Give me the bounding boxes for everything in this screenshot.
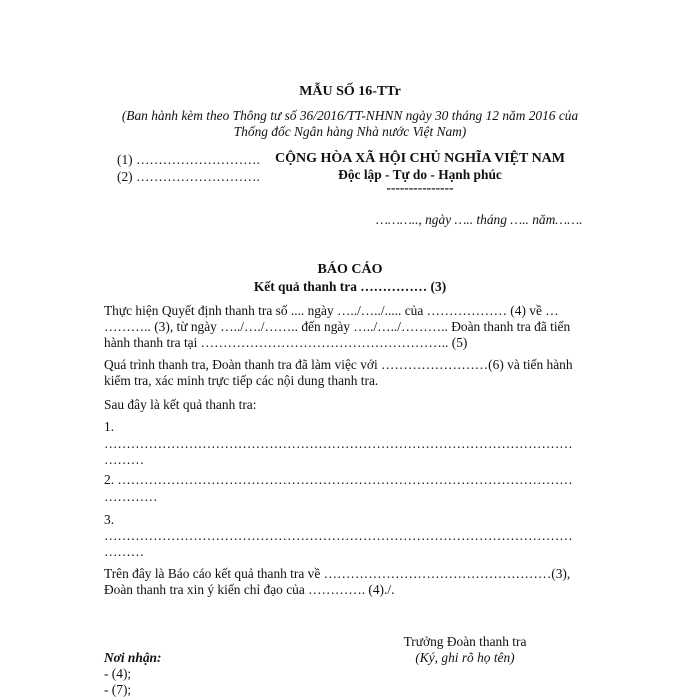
paragraph-1-line-1: Thực hiện Quyết định thanh tra số .... ngày …../…../..... của ……………… (4) về … bbox=[104, 303, 559, 318]
result-item-2-dots-cont: ………… bbox=[104, 489, 158, 504]
results-intro: Sau đây là kết quả thanh tra: bbox=[104, 397, 257, 412]
result-item-3-dots-cont: ……… bbox=[104, 544, 145, 559]
paragraph-2-line-2: kiểm tra, xác minh trực tiếp các nội dung thanh tra. bbox=[104, 373, 379, 388]
result-item-1-dots-cont: ……… bbox=[104, 452, 145, 467]
paragraph-2-line-1: Quá trình thanh tra, Đoàn thanh tra đã làm việc với ……………………(6) và tiến hành bbox=[104, 357, 573, 372]
report-title: BÁO CÁO bbox=[317, 262, 383, 277]
org-line-2: (2) ………………………. bbox=[117, 169, 260, 184]
closing-line-2: Đoàn thanh tra xin ý kiến chỉ đạo của …………. (4)./. bbox=[104, 582, 395, 597]
result-item-1-dots: …………………………………………………………………………………………… bbox=[104, 436, 573, 451]
paragraph-1-line-2: ……….. (3), từ ngày …../…./…….. đến ngày …../…../……….. Đoàn thanh tra đã tiến bbox=[104, 319, 571, 334]
form-title: MẪU SỐ 16-TTr bbox=[299, 84, 401, 99]
report-subtitle: Kết quả thanh tra …………… (3) bbox=[253, 279, 447, 294]
signer-note: (Ký, ghi rõ họ tên) bbox=[415, 650, 515, 665]
paragraph-1-line-3: hành thanh tra tại ……………………………………………….. (5) bbox=[104, 335, 468, 350]
place-date-line: ……….., ngày ….. tháng ….. năm……. bbox=[376, 212, 583, 227]
issued-note-line1: (Ban hành kèm theo Thông tư số 36/2016/TT-NHNN ngày 30 tháng 12 năm 2016 của bbox=[121, 108, 579, 123]
recipient-item: - (4); bbox=[104, 666, 132, 681]
result-item-1-number: 1. bbox=[104, 419, 115, 434]
closing-line-1: Trên đây là Báo cáo kết quả thanh tra về ……………………………………………(3), bbox=[104, 566, 571, 581]
national-motto: Độc lập - Tự do - Hạnh phúc bbox=[338, 167, 502, 182]
result-item-3-number: 3. bbox=[104, 512, 115, 527]
recipient-item: - (7); bbox=[104, 682, 132, 697]
country-name: CỘNG HÒA XÃ HỘI CHỦ NGHĨA VIỆT NAM bbox=[274, 151, 565, 166]
issued-note-line2: Thống đốc Ngân hàng Nhà nước Việt Nam) bbox=[233, 124, 467, 139]
motto-underline: --------------- bbox=[386, 180, 454, 195]
signer-title: Trưởng Đoàn thanh tra bbox=[403, 634, 527, 649]
recipients-label: Nơi nhận: bbox=[104, 650, 162, 665]
org-line-1: (1) ………………………. bbox=[117, 152, 260, 167]
result-item-2-dots: 2. ………………………………………………………………………………………… bbox=[104, 472, 573, 487]
result-item-3-dots: …………………………………………………………………………………………… bbox=[104, 528, 573, 543]
